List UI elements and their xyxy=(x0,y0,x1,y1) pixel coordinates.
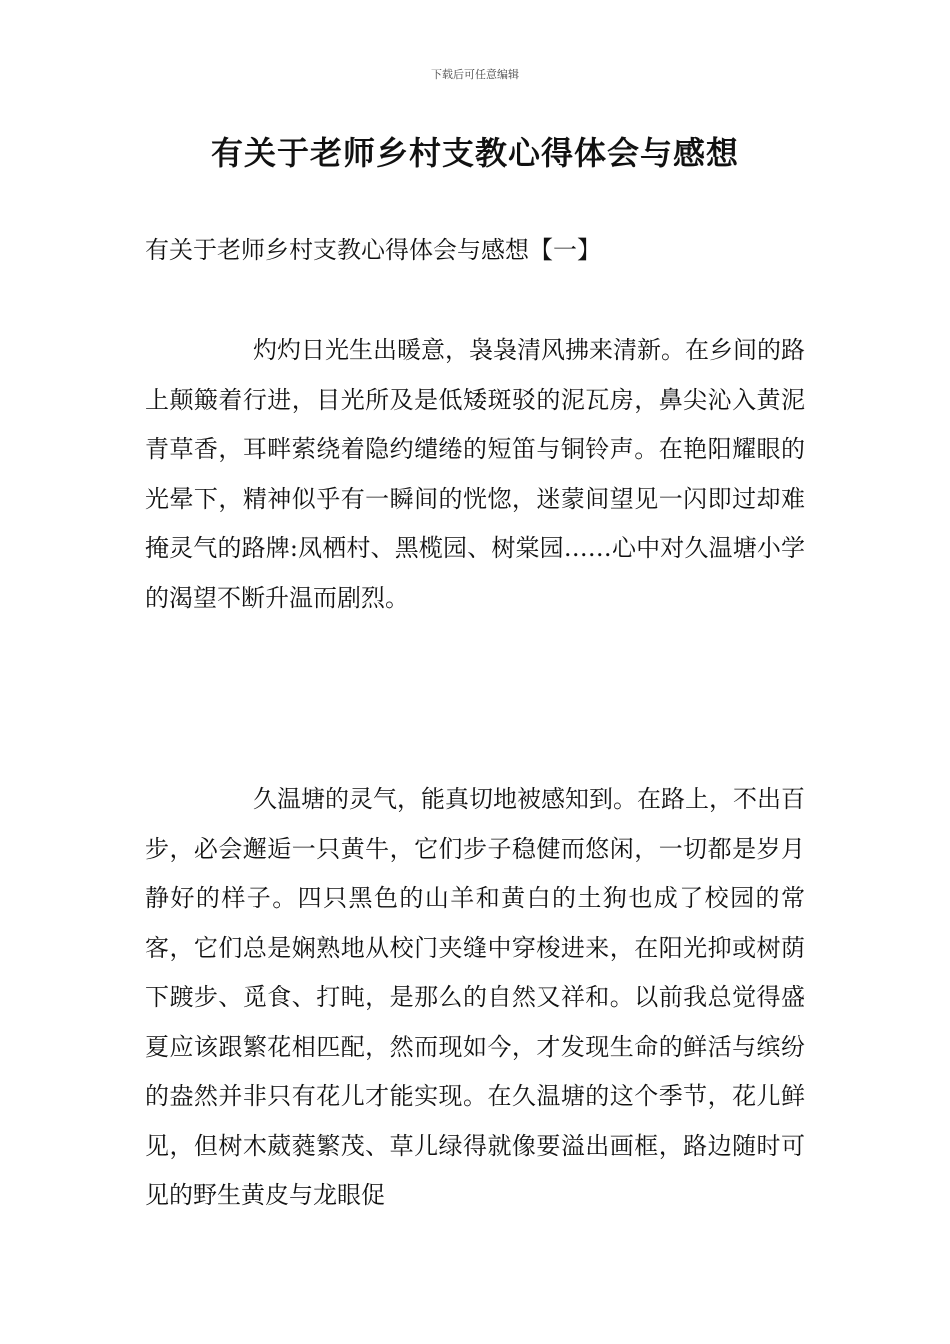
document-title: 有关于老师乡村支教心得体会与感想 xyxy=(210,134,739,172)
paragraph-1: 灼灼日光生出暖意，袅袅清风拂来清新。在乡间的路上颠簸着行进，目光所及是低矮斑驳的泥瓦房，鼻尖沁入黄泥青草香，耳畔萦绕着隐约缱绻的短笛与铜铃声。在艳阳耀眼的光晕下，精神似乎有一瞬间的恍惚，迷蒙间望见一闪即过却难掩灵气的路牌:凤栖村、黑榄园、树棠园……心中对久温塘小学的渴望不断升温而剧烈。 xyxy=(145,336,805,612)
header-note: 下载后可任意编辑 xyxy=(431,68,519,81)
section-heading: 有关于老师乡村支教心得体会与感想【一】 xyxy=(145,236,601,264)
paragraph-2: 久温塘的灵气，能真切地被感知到。在路上，不出百步，必会邂逅一只黄牛，它们步子稳健而悠闲，一切都是岁月静好的样子。四只黑色的山羊和黄白的土狗也成了校园的常客，它们总是娴熟地从校门夹缝中穿梭进来，在阳光抑或树荫下踱步、觅食、打盹，是那么的自然又祥和。以前我总觉得盛夏应该跟繁花相匹配，然而现如今，才发现生命的鲜活与缤纷的盎然并非只有花儿才能实现。在久温塘的这个季节，花儿鲜见，但树木葳蕤繁茂、草儿绿得就像要溢出画框，路边随时可见的野生黄皮与龙眼促 xyxy=(145,785,805,1209)
